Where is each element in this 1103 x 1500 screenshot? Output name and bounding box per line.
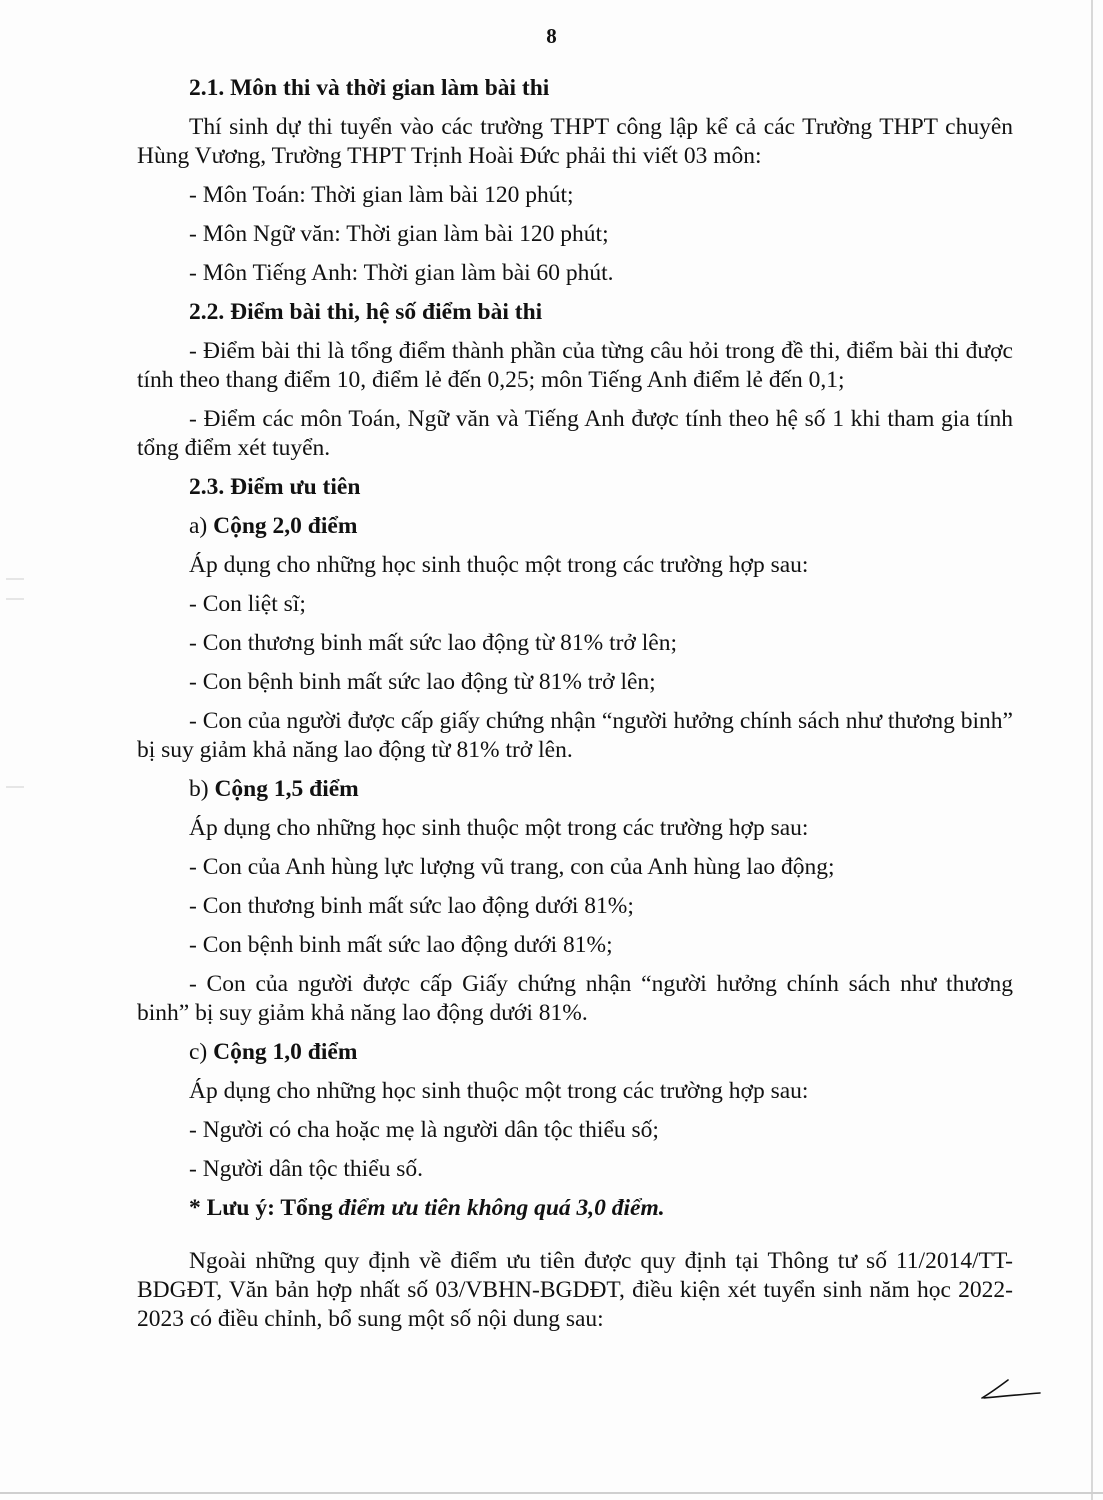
page-number: 8 bbox=[546, 24, 557, 48]
subsection-b-prefix: b) bbox=[189, 776, 215, 802]
subsection-a-prefix: a) bbox=[189, 513, 214, 539]
subsection-a-intro: Áp dụng cho những học sinh thuộc một trong các trường hợp sau: bbox=[189, 552, 809, 578]
priority-note bbox=[137, 1194, 1013, 1223]
list-item: - Con của Anh hùng lực lượng vũ trang, con của Anh hùng lao động; bbox=[189, 854, 835, 880]
list-item: - Con của người được cấp giấy chứng nhận “người hưởng chính sách như thương binh” bị suy giảm khả năng lao động từ 81% trở lên. bbox=[137, 708, 1013, 763]
subsection-c-intro: Áp dụng cho những học sinh thuộc một trong các trường hợp sau: bbox=[189, 1078, 809, 1104]
scan-speck bbox=[6, 578, 24, 580]
list-item: - Môn Ngữ văn: Thời gian làm bài 120 phút; bbox=[189, 221, 609, 247]
list-item: - Người có cha hoặc mẹ là người dân tộc thiểu số; bbox=[189, 1117, 659, 1143]
subsection-b-heading bbox=[137, 775, 1013, 804]
closing-paragraph: Ngoài những quy định về điểm ưu tiên được quy định tại Thông tư số 11/2014/TT-BDGĐT, Văn bản hợp nhất số 03/VBHN-BGDĐT, điều kiện xét tuyển sinh năm học 2022-2023 có điều chỉnh, bổ sung một số nội dung sau: bbox=[137, 1248, 1013, 1332]
subsection-c-heading bbox=[137, 1038, 1013, 1067]
list-item: - Con liệt sĩ; bbox=[189, 591, 306, 617]
section-heading-2-1: 2.1. Môn thi và thời gian làm bài thi bbox=[189, 75, 550, 101]
section-heading-2-2: 2.2. Điểm bài thi, hệ số điểm bài thi bbox=[189, 299, 543, 325]
scan-edge-bottom bbox=[0, 1492, 1103, 1494]
subsection-b-title: Cộng 1,5 điểm bbox=[214, 776, 359, 802]
list-item: - Con của người được cấp Giấy chứng nhận “người hưởng chính sách như thương binh” bị suy giảm khả năng lao động dưới 81%. bbox=[137, 971, 1013, 1026]
scan-edge-right bbox=[1091, 0, 1093, 1500]
spacer bbox=[137, 1233, 1013, 1247]
subsection-c-prefix: c) bbox=[189, 1039, 214, 1065]
scan-speck bbox=[6, 598, 24, 600]
section-heading-2-3: 2.3. Điểm ưu tiên bbox=[189, 474, 361, 500]
list-item: - Con thương binh mất sức lao động từ 81% trở lên; bbox=[189, 630, 677, 656]
document-body bbox=[137, 74, 1013, 1344]
section-2-2-para-2: - Điểm các môn Toán, Ngữ văn và Tiếng Anh được tính theo hệ số 1 khi tham gia tính tổng điểm xét tuyển. bbox=[137, 406, 1013, 461]
scan-speck bbox=[6, 786, 24, 788]
subsection-b-intro: Áp dụng cho những học sinh thuộc một trong các trường hợp sau: bbox=[189, 815, 809, 841]
subsection-c-title: Cộng 1,0 điểm bbox=[213, 1039, 358, 1065]
initial-signature bbox=[978, 1376, 1042, 1402]
note-text: điểm ưu tiên không quá 3,0 điểm. bbox=[338, 1195, 665, 1221]
list-item: - Con thương binh mất sức lao động dưới 81%; bbox=[189, 893, 634, 919]
subsection-a-heading bbox=[137, 512, 1013, 541]
section-2-1-intro: Thí sinh dự thi tuyển vào các trường THPT công lập kể cả các Trường THPT chuyên Hùng Vương, Trường THPT Trịnh Hoài Đức phải thi viết 03 môn: bbox=[137, 114, 1013, 169]
list-item: - Môn Toán: Thời gian làm bài 120 phút; bbox=[189, 182, 574, 208]
list-item: - Môn Tiếng Anh: Thời gian làm bài 60 phút. bbox=[189, 260, 614, 286]
subsection-a-title: Cộng 2,0 điểm bbox=[213, 513, 358, 539]
list-item: - Con bệnh binh mất sức lao động dưới 81%; bbox=[189, 932, 613, 958]
section-2-2-para-1: - Điểm bài thi là tổng điểm thành phần của từng câu hỏi trong đề thi, điểm bài thi được tính theo thang điểm 10, điểm lẻ đến 0,25; môn Tiếng Anh điểm lẻ đến 0,1; bbox=[137, 338, 1013, 393]
list-item: - Người dân tộc thiểu số. bbox=[189, 1156, 424, 1182]
note-label: * Lưu ý: Tổng bbox=[189, 1195, 339, 1221]
list-item: - Con bệnh binh mất sức lao động từ 81% trở lên; bbox=[189, 669, 656, 695]
